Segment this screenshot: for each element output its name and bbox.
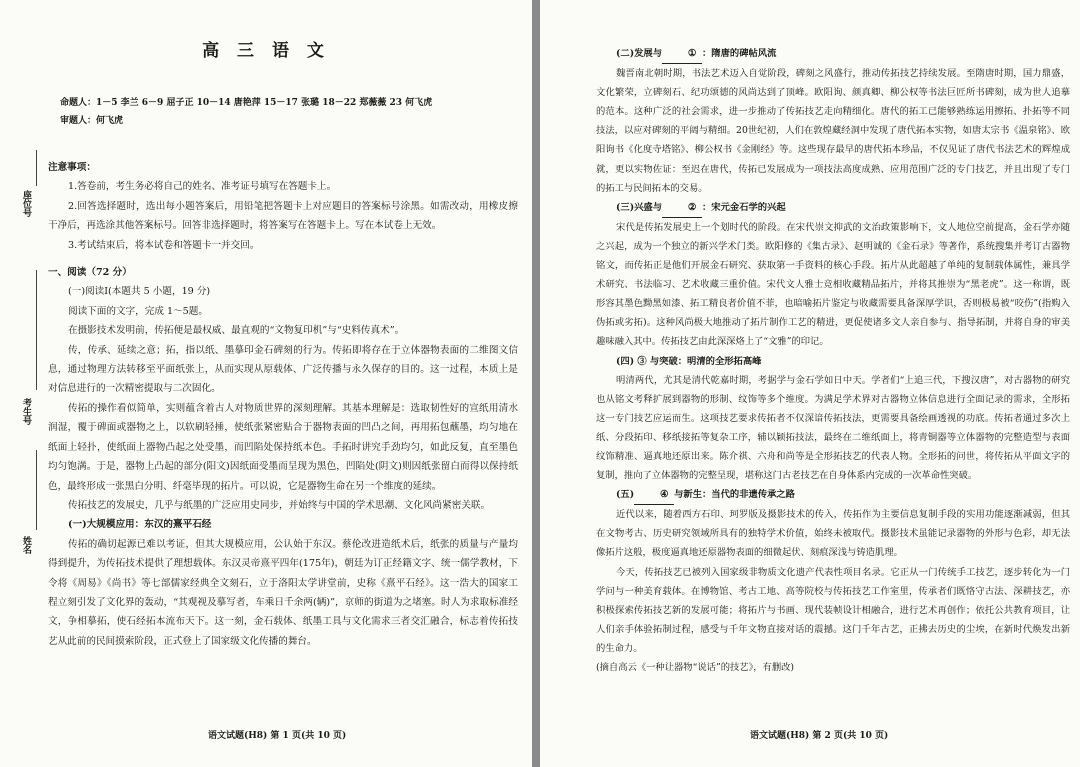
page-footer: 语文试题(H8) 第 2 页(共 10 页) [750, 731, 889, 741]
section-heading-5 [596, 485, 1070, 505]
answer-blank-2: ② [662, 198, 702, 218]
reviewer-line: 审题人：何飞虎 [60, 116, 124, 126]
name-label: 姓名 [21, 536, 31, 554]
page-gutter [532, 0, 540, 767]
exam-page-1 [0, 0, 532, 767]
subsection-heading: (一)阅读Ⅰ(本题共 5 小题，19 分) [68, 286, 211, 298]
binding-margin [4, 150, 44, 580]
answer-blank-1: ① [662, 44, 702, 64]
body-paragraph: 近代以来，随着西方石印、珂罗版及摄影技术的传入，传拓作为主要信息复制手段的实用功能逐渐减弱，但其在文物考古、历史研究领域所具有的独特学术价值，始终未被取代。摄影技术虽能记录器物的外形与色彩，却无法像拓片这般，极度逼真地还原器物表面的细微起伏、刻痕深浅与铸造肌理。 [596, 509, 1070, 559]
section-heading-2 [596, 44, 1070, 64]
body-paragraph: 传拓的确切起源已难以考证，但其大规模应用，公认始于东汉。蔡伦改进造纸术后，纸张的质量与产量均得到提升，为传拓技术提供了理想载体。东汉灵帝熹平四年(175年)，朝廷为订正经籍文字、统一儒学教材，下令将《周易》《尚书》等七部儒家经典全文刻石，立于洛阳太学讲堂前，史称《熹平石经》。这一浩大的国家工程立刻引发了文化界的轰动，“其观视及摹写者，车乘日千余两(辆)”，京师的街道为之堵塞。时人为求取标准经文，争相摹拓，使石经拓本流布天下。这一刻，金石载体、纸墨工具与文化需求三者交汇融合，标志着传拓技艺从此前的民间摸索阶段，正式登上了国家级文化传播的舞台。 [48, 538, 518, 647]
section-heading-1: (一)大规模应用：东汉的熹平石经 [68, 519, 212, 531]
answer-blank-4: ④ [634, 485, 674, 505]
exam-number-label: 考生号 [21, 398, 31, 425]
seat-number-line [36, 150, 37, 186]
heading-text: (二)发展与 [616, 48, 662, 59]
page-title: 高 三 语 文 [202, 41, 330, 61]
exam-page-2 [540, 0, 1080, 767]
section-heading: 一、阅读（72 分） [48, 267, 132, 279]
source-citation: (摘自高云《一种让器物“说话”的技艺》，有删改) [596, 662, 795, 673]
body-paragraph: 今天，传拓技艺已被列入国家级非物质文化遗产代表性项目名录。它正从一门传统手工技艺，逐步转化为一门学问与一种美育载体。在博物馆、考古工地、高等院校与传拓技艺工作室里，传承者们既恪守古法、深耕技艺，亦积极探索传拓技艺新的发展可能；将拓片与书画、现代装帧设计相融合，进行艺术再创作；依托公共教育项目，让人们亲手体验拓制过程，感受与千年文物直接对话的震撼。这门千年古艺，正拂去历史的尘埃，在新时代焕发出新的生命力。 [596, 566, 1070, 654]
body-paragraph: 明清两代，尤其是清代乾嘉时期，考据学与金石学如日中天。学者们“上追三代，下搜汉唐”，对古器物的研究也从铭文考释扩展到器物的形制、纹饰等多个维度。为满足学术界对古器物立体信息进行全面记录的需求，全形拓这一专门技艺应运而生。这项技艺要求传拓者不仅深谙传拓技法，更需要具备绘画透视的功底。传拓者通过多次上纸、分段拓印、移纸接拓等复杂工序，辅以颖拓技法，最终在二维纸面上，将青铜器等立体器物的完整造型与表面纹饰精准、逼真地还原出来。陈介祺、六舟和尚等是全形拓技艺的代表人物。全形拓的问世，将传拓从平面文字的复制，推向了立体器物的完整呈现，堪称这门古老技艺在自身体系内完成的一次革命性突破。 [596, 374, 1070, 482]
seat-number-label: 座位号 [21, 190, 31, 217]
notice-item: 1.答卷前，考生务必将自己的姓名、准考证号填写在答题卡上。 [68, 181, 337, 193]
page-footer: 语文试题(H8) 第 1 页(共 10 页) [208, 731, 347, 741]
heading-text: (五) [616, 489, 635, 501]
page1-body [48, 158, 518, 651]
section-heading-4: (四) ③ 与突破：明清的全形拓高峰 [616, 355, 762, 367]
heading-text: 与新生：当代的非遗传承之路 [674, 489, 795, 501]
page2-body [596, 44, 1070, 677]
notice-title: 注意事项： [48, 162, 96, 173]
exam-number-line [36, 270, 37, 390]
body-paragraph: 在摄影技术发明前，传拓便是最权威、最直观的“文物复印机”与“史料传真术”。 [68, 325, 405, 337]
body-paragraph: 传拓的操作看似简单，实则蕴含着古人对物质世界的深刻理解。其基本理解是：选取韧性好的宣纸用清水润湿，覆于碑面或器物之上，以软刷轻捶，使纸张紧密贴合于器物表面的凹凸之间，再用拓包蘸墨，均匀地在纸面上轻扑，使纸面上器物凸起之处受墨，而凹陷处保持纸本色。手拓时讲究手劲均匀，如此反复，直至墨色均匀饱满。于是，器物上凸起的部分(阳文)因纸面受墨而呈现为黑色，凹陷处(阴文)则因纸张留白而得以保持纸色，最终形成一张黑白分明、纤毫毕现的拓片。可以说，它是器物生命在另一个维度的延续。 [48, 402, 518, 492]
proposers-line: 命题人：1－5 李兰 6－9 屈子正 10－14 唐艳萍 15－17 张璐 18－22 郑薇薇 23 何飞虎 [60, 98, 433, 108]
heading-text: ：宋元金石学的兴起 [702, 201, 786, 213]
notice-item: 2.回答选择题时，选出每小题答案后，用铅笔把答题卡上对应题目的答案标号涂黑。如需改动，用橡皮擦干净后，再选涂其他答案标号。回答非选择题时，将答案写在答题卡上。写在本试卷上无效。 [48, 200, 518, 232]
instruction: 阅读下面的文字，完成 1～5题。 [68, 305, 208, 317]
section-heading-3 [596, 198, 1070, 218]
heading-text: ：隋唐的碑帖风流 [702, 48, 777, 59]
body-paragraph: 魏晋南北朝时期，书法艺术迈入自觉阶段，碑刻之风盛行，推动传拓技艺持续发展。至隋唐时期，国力鼎盛，文化繁荣，立碑刻石、纪功颂德的风尚达到了顶峰。欧阳询、颜真卿、柳公权等书法巨匠所书碑刻，成为世人追摹的范本。这种广泛的社会需求，进一步推动了传拓技艺走向精细化。唐代的拓工已能够熟练运用擦拓、扑拓等不同技法，以应对碑刻的平阔与精细。20世纪初，人们在敦煌藏经洞中发现了唐代拓本实物，如唐太宗书《温泉铭》、欧阳询书《化度寺塔铭》、柳公权书《金刚经》等。这些现存最早的唐代拓本珍品，不仅见证了唐代书法艺术的辉煌成就，更以实物佐证：至迟在唐代，传拓已发展成为一项技法高度成熟、应用范围广泛的专门技艺，并且出现了专门的拓工与民间拓本的交易。 [596, 68, 1070, 194]
name-line [36, 450, 37, 530]
heading-text: (三)兴盛与 [616, 201, 662, 213]
body-paragraph: 宋代是传拓发展史上一个划时代的阶段。在宋代崇文抑武的文治政策影响下，文人地位空前提高，金石学亦随之兴起，成为一个独立的新兴学术门类。欧阳修的《集古录》、赵明诚的《金石录》等著作，系统搜集并考订古器物铭文，而传拓正是他们开展金石研究、获取第一手资料的核心手段。拓片从此超越了单纯的复制载体属性，兼具学术研究、书法临习、艺术收藏三重价值。宋代文人雅士竞相收藏精品拓片，并将其推崇为“黑老虎”。这一称谓，既形容其墨色黝黑如漆、拓工精良者价值不菲，也暗喻拓片鉴定与收藏需要具备深厚学识，否则极易被“咬伤”(指购入伪拓或劣拓)。这种风尚极大地推动了拓片制作工艺的精进，更促使诸多文人亲自参与、指导拓制，并将自身的审美趣味融入其中。传拓技艺由此深深烙上了“文雅”的印记。 [596, 221, 1070, 348]
body-paragraph: 传，传承、延续之意；拓，指以纸、墨摹印金石碑刻的行为。传拓即将存在于立体器物表面的二维图文信息，通过物理方法转移至平面纸张上，从而实现从原载体、广泛传播与永久保存的目的。这一过程，本质上是对信息进行的一次精密提取与二次固化。 [48, 344, 518, 395]
body-paragraph: 传拓技艺的发展史，几乎与纸墨的广泛应用史同步，并始终与中国的学术思潮、文化风尚紧密关联。 [68, 499, 491, 511]
notice-item: 3.考试结束后，将本试卷和答题卡一并交回。 [68, 239, 260, 251]
